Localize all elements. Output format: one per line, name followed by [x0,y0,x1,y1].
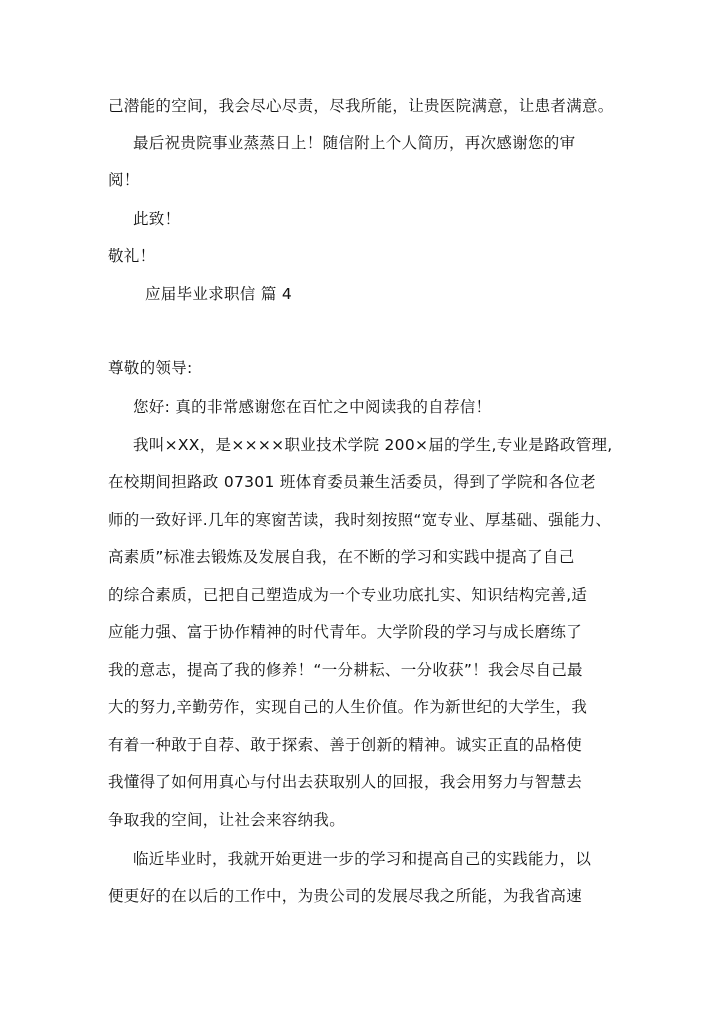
paragraph-line: 我叫×XX，是××××职业技术学院 200×届的学生,专业是路政管理, [133,436,613,454]
greeting: 尊敬的领导: [108,359,193,377]
paragraph-line: 临近毕业时，我就开始更进一步的学习和提高自己的实践能力，以 [133,850,592,868]
paragraph-line: 己潜能的空间，我会尽心尽责，尽我所能，让贵医院满意，让患者满意。 [108,97,614,115]
paragraph-line: 我懂得了如何用真心与付出去获取别人的回报，我会用努力与智慧去 [108,773,583,791]
closing-salutation: 此致！ [133,210,181,228]
paragraph-line: 有着一种敢于自荐、敢于探索、善于创新的精神。诚实正直的品格使 [108,736,583,754]
paragraph-line: 您好: 真的非常感谢您在百忙之中阅读我的自荐信！ [133,398,492,416]
paragraph-line: 便更好的在以后的工作中，为贵公司的发展尽我之所能，为我省高速 [108,887,583,905]
paragraph-line: 师的一致好评.几年的寒窗苦读，我时刻按照“宽专业、厚基础、强能力、 [108,511,612,529]
paragraph-line: 的综合素质，已把自己塑造成为一个专业功底扎实、知识结构完善,适 [108,586,588,604]
paragraph-line: 争取我的空间，让社会来容纳我。 [108,811,346,829]
paragraph-line: 高素质”标准去锻炼及发展自我，在不断的学习和实践中提高了自己 [108,548,575,566]
paragraph-line: 应能力强、富于协作精神的时代青年。大学阶段的学习与成长磨练了 [108,623,583,641]
paragraph-line: 阅！ [108,171,140,189]
paragraph-line: 大的努力,辛勤劳作，实现自己的人生价值。作为新世纪的大学生，我 [108,698,588,716]
section-title: 应届毕业求职信 篇 4 [145,285,293,303]
paragraph-line: 我的意志，提高了我的修养！“一分耕耘、一分收获”！我会尽自己最 [108,661,583,679]
paragraph-line: 在校期间担路政 07301 班体育委员兼生活委员，得到了学院和各位老 [108,473,596,491]
paragraph-line: 最后祝贵院事业蒸蒸日上！随信附上个人简历，再次感谢您的审 [133,134,576,152]
closing-salutation: 敬礼！ [108,247,156,265]
